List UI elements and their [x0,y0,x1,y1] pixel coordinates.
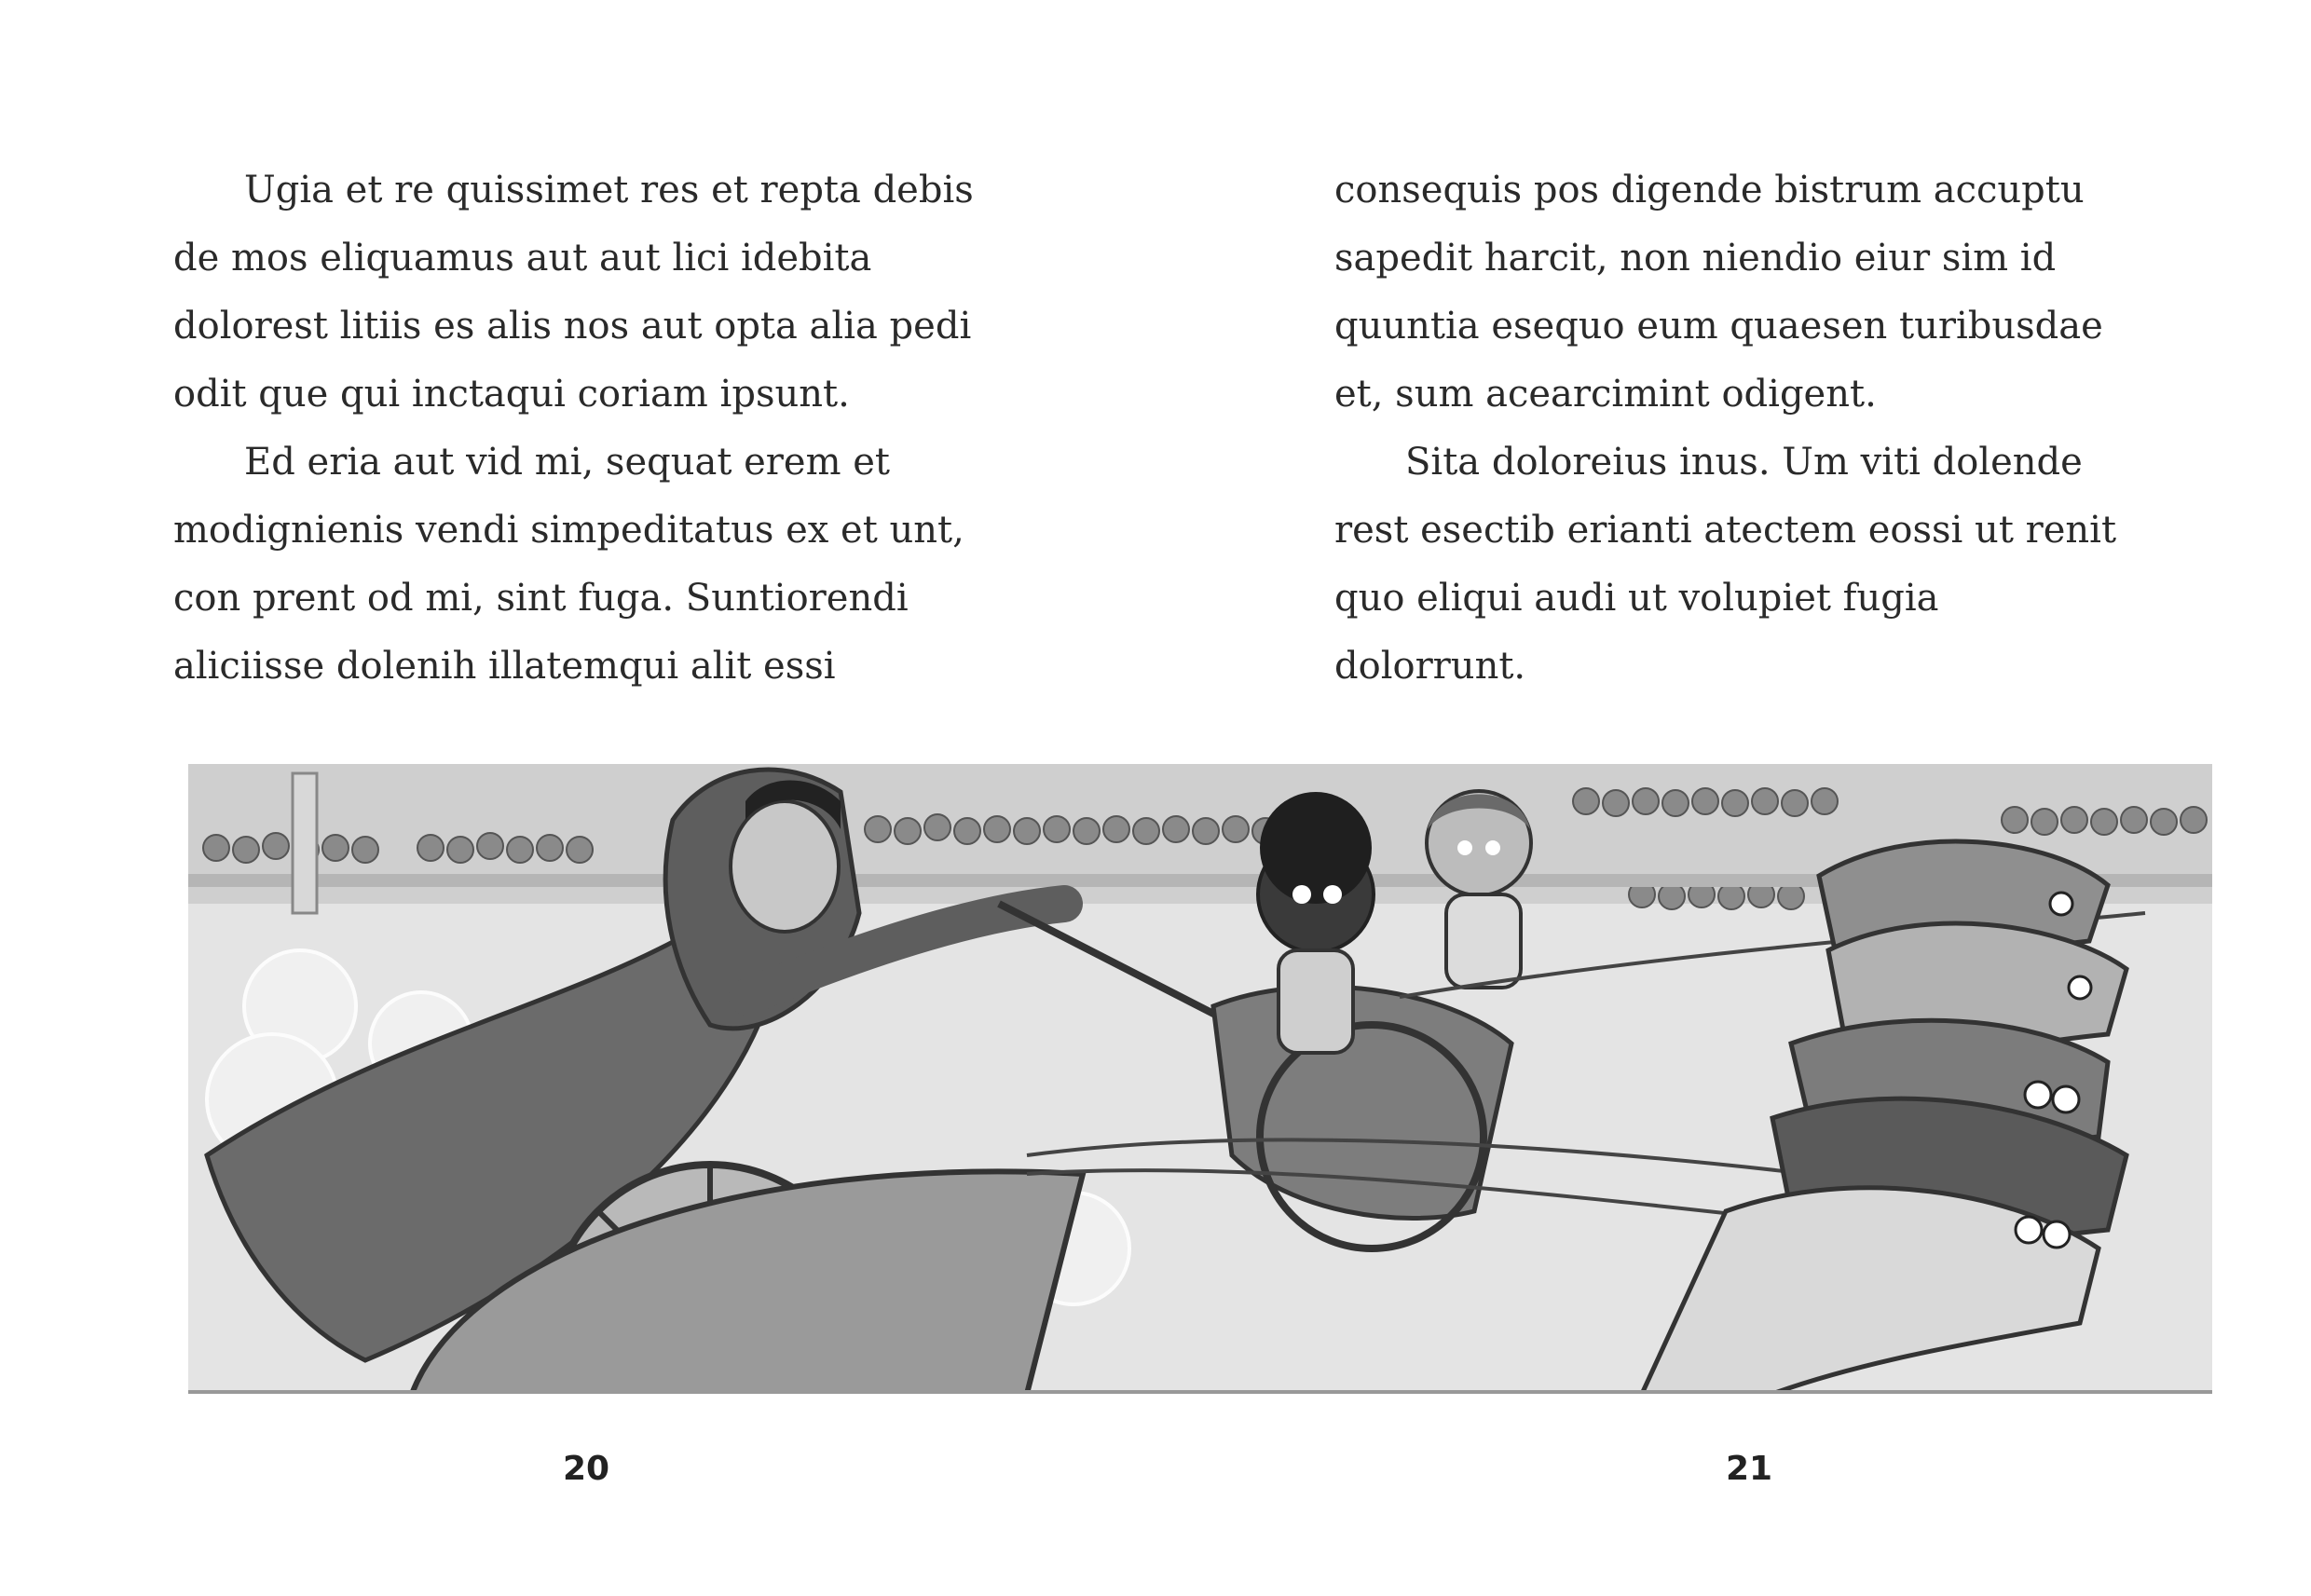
right-line-8: dolorrunt. [1334,645,1526,688]
left-line-4: odit que qui inctaqui coriam ipsunt. [173,373,850,416]
left-line-8: aliciisse dolenih illatemqui alit essi [173,645,836,688]
left-line-6: modignienis vendi simpeditatus ex et unt, [173,509,964,552]
right-line-5: Sita doloreius inus. Um viti dolende [1405,441,2083,484]
left-line-5: Ed eria aut vid mi, sequat erem et [244,441,890,484]
page-right-text [1334,157,2173,701]
right-line-2: sapedit harcit, non niendio eiur sim id [1334,237,2057,280]
page-left-text [173,157,1012,701]
left-line-1: Ugia et re quissimet res et repta debis [244,169,974,211]
right-line-1: consequis pos digende bistrum accuptu [1334,169,2085,211]
page-number-right: 21 [1726,1450,1773,1488]
left-line-3: dolorest litiis es alis nos aut opta alia pedi [173,305,972,348]
page-number-left: 20 [563,1450,610,1488]
left-line-7: con prent od mi, sint fuga. Suntiorendi [173,577,909,620]
chariot-race-illustration [188,764,2212,1394]
right-line-6: rest esectib erianti atectem eossi ut renit [1334,509,2117,552]
right-line-3: quuntia esequo eum quaesen turibusdae [1334,305,2103,348]
left-line-2: de mos eliquamus aut aut lici idebita [173,237,872,280]
right-line-4: et, sum acearcimint odigent. [1334,373,1877,416]
right-line-7: quo eliqui audi ut volupiet fugia [1334,577,1939,620]
